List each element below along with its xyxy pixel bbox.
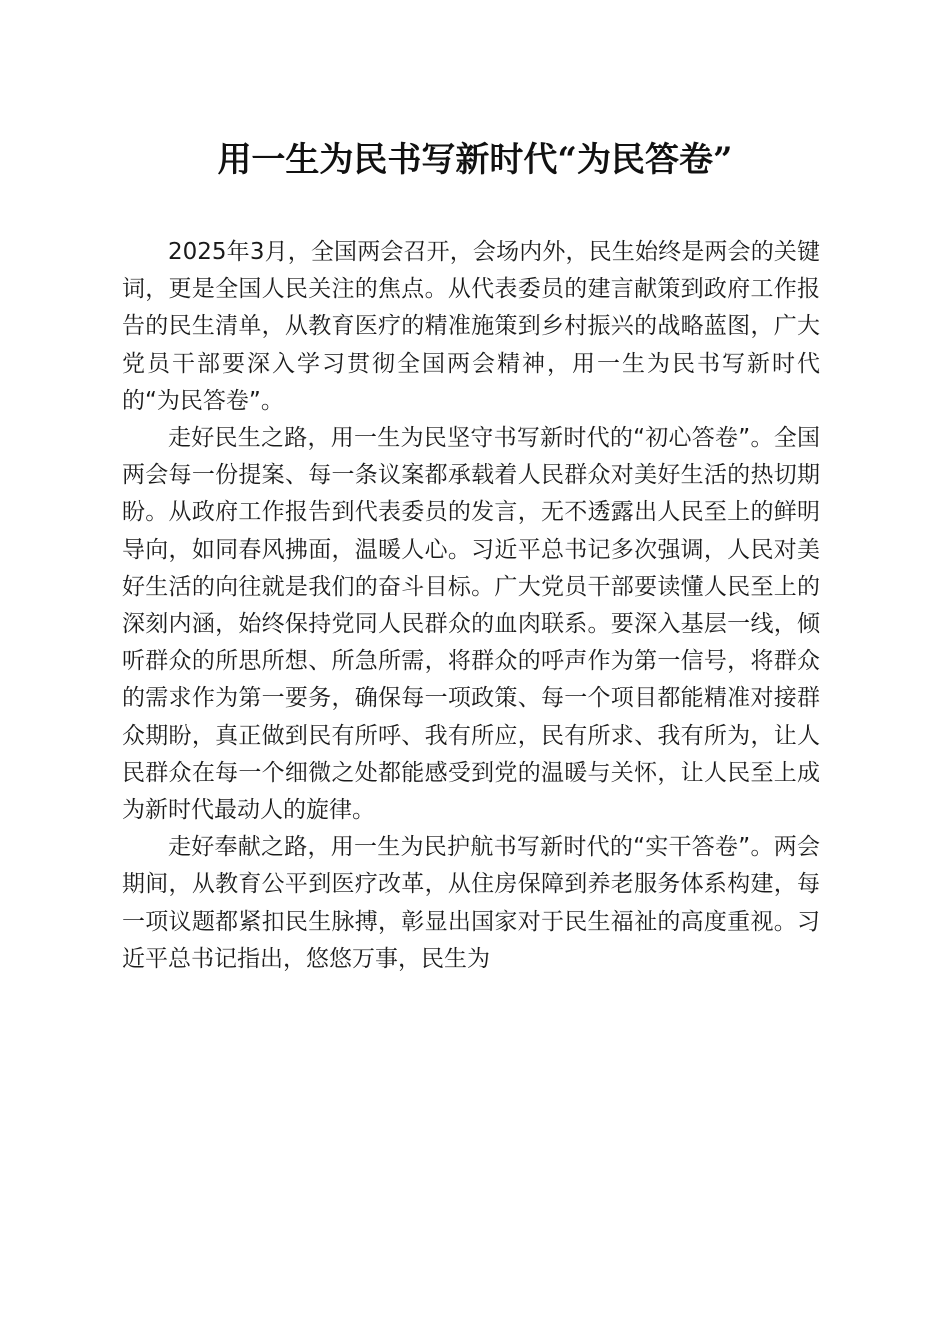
paragraph-2: 走好民生之路，用一生为民坚守书写新时代的“初心答卷”。全国两会每一份提案、每一条议案都承载着人民群众对美好生活的热切期盼。从政府工作报告到代表委员的发言，无不透露出人民至上的鲜明导向，如同春风拂面，温暖人心。习近平总书记多次强调，人民对美好生活的向往就是我们的奋斗目标。广大党员干部要读懂人民至上的深刻内涵，始终保持党同人民群众的血肉联系。要深入基层一线，倾听群众的所思所想、所急所需，将群众的呼声作为第一信号，将群众的需求作为第一要务，确保每一项政策、每一个项目都能精准对接群众期盼，真正做到民有所呼、我有所应，民有所求、我有所为，让人民群众在每一个细微之处都能感受到党的温暖与关怀，让人民至上成为新时代最动人的旋律。: [122, 425, 820, 824]
document-title: 用一生为民书写新时代“为民答卷”: [217, 140, 733, 180]
paragraph-3: 走好奉献之路，用一生为民护航书写新时代的“实干答卷”。两会期间，从教育公平到医疗改革，从住房保障到养老服务体系构建，每一项议题都紧扣民生脉搏，彰显出国家对于民生福祉的高度重视。习近平总书记指出，悠悠万事，民生为: [122, 834, 820, 972]
document-body: [122, 234, 820, 978]
paragraph-1: 2025年3月，全国两会召开，会场内外，民生始终是两会的关键词，更是全国人民关注的焦点。从代表委员的建言献策到政府工作报告的民生清单，从教育医疗的精准施策到乡村振兴的战略蓝图，广大党员干部要深入学习贯彻全国两会精神，用一生为民书写新时代的“为民答卷”。: [122, 239, 820, 414]
